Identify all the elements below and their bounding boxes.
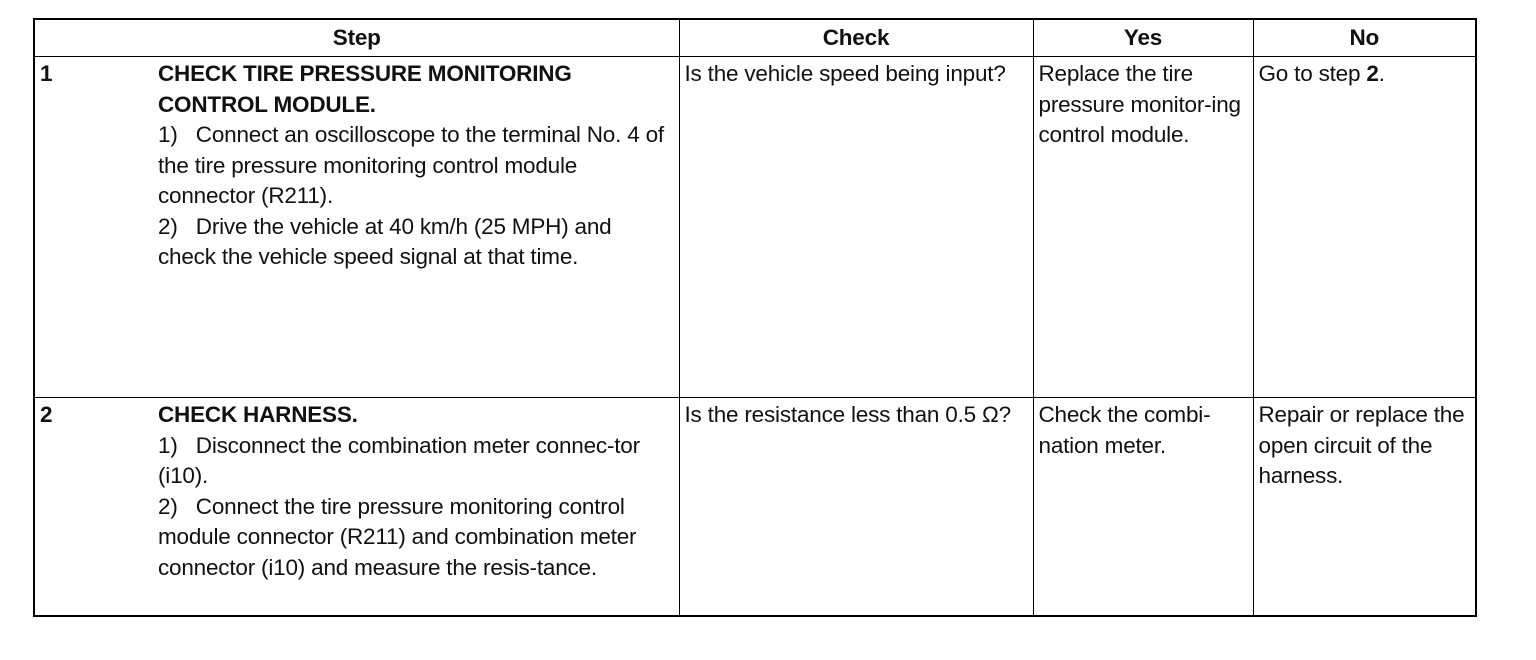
step-body — [158, 59, 674, 273]
check-cell: Is the resistance less than 0.5 Ω? — [679, 398, 1033, 617]
substep-number: 2) — [158, 493, 178, 519]
step-body — [158, 400, 674, 583]
yes-cell: Check the combi-nation meter. — [1033, 398, 1253, 617]
no-cell: Repair or replace the open circuit of the harness. — [1253, 398, 1476, 617]
header-yes: Yes — [1033, 19, 1253, 57]
step-title: CHECK HARNESS. — [158, 402, 358, 427]
substep-text: Drive the vehicle at 40 km/h (25 MPH) and check the vehicle speed signal at that time. — [158, 213, 612, 269]
table-row — [34, 398, 1476, 617]
substep-number: 1) — [158, 432, 178, 458]
check-cell: Is the vehicle speed being input? — [679, 57, 1033, 398]
substep — [158, 120, 674, 212]
substep-text: Connect the tire pressure monitoring control module connector (R211) and combination meter connector (i10) and measure the resis-tance. — [158, 493, 637, 580]
diagnostic-table — [33, 18, 1477, 617]
step-number: 2 — [40, 402, 53, 427]
header-no: No — [1253, 19, 1476, 57]
step-cell — [34, 57, 679, 398]
substep — [158, 212, 674, 273]
substep-text: Disconnect the combination meter connec-tor (i10). — [158, 432, 640, 488]
substep — [158, 431, 674, 492]
no-text: Go to step — [1258, 61, 1367, 86]
no-text-suffix: . — [1378, 61, 1385, 86]
substep-number: 2) — [158, 213, 178, 239]
step-title: CHECK TIRE PRESSURE MONITORING CONTROL MODULE. — [158, 61, 572, 117]
substep — [158, 492, 674, 584]
substep-text: Connect an oscilloscope to the terminal No. 4 of the tire pressure monitoring control module connector (R211). — [158, 122, 664, 208]
step-reference: 2 — [1366, 61, 1379, 86]
header-step: Step — [34, 19, 679, 57]
header-check: Check — [679, 19, 1033, 57]
table-row — [34, 57, 1476, 398]
header-row — [34, 19, 1476, 57]
step-cell — [34, 398, 679, 617]
no-cell — [1253, 57, 1476, 398]
step-number: 1 — [40, 61, 53, 86]
yes-cell: Replace the tire pressure monitor-ing control module. — [1033, 57, 1253, 398]
substep-number: 1) — [158, 122, 178, 147]
